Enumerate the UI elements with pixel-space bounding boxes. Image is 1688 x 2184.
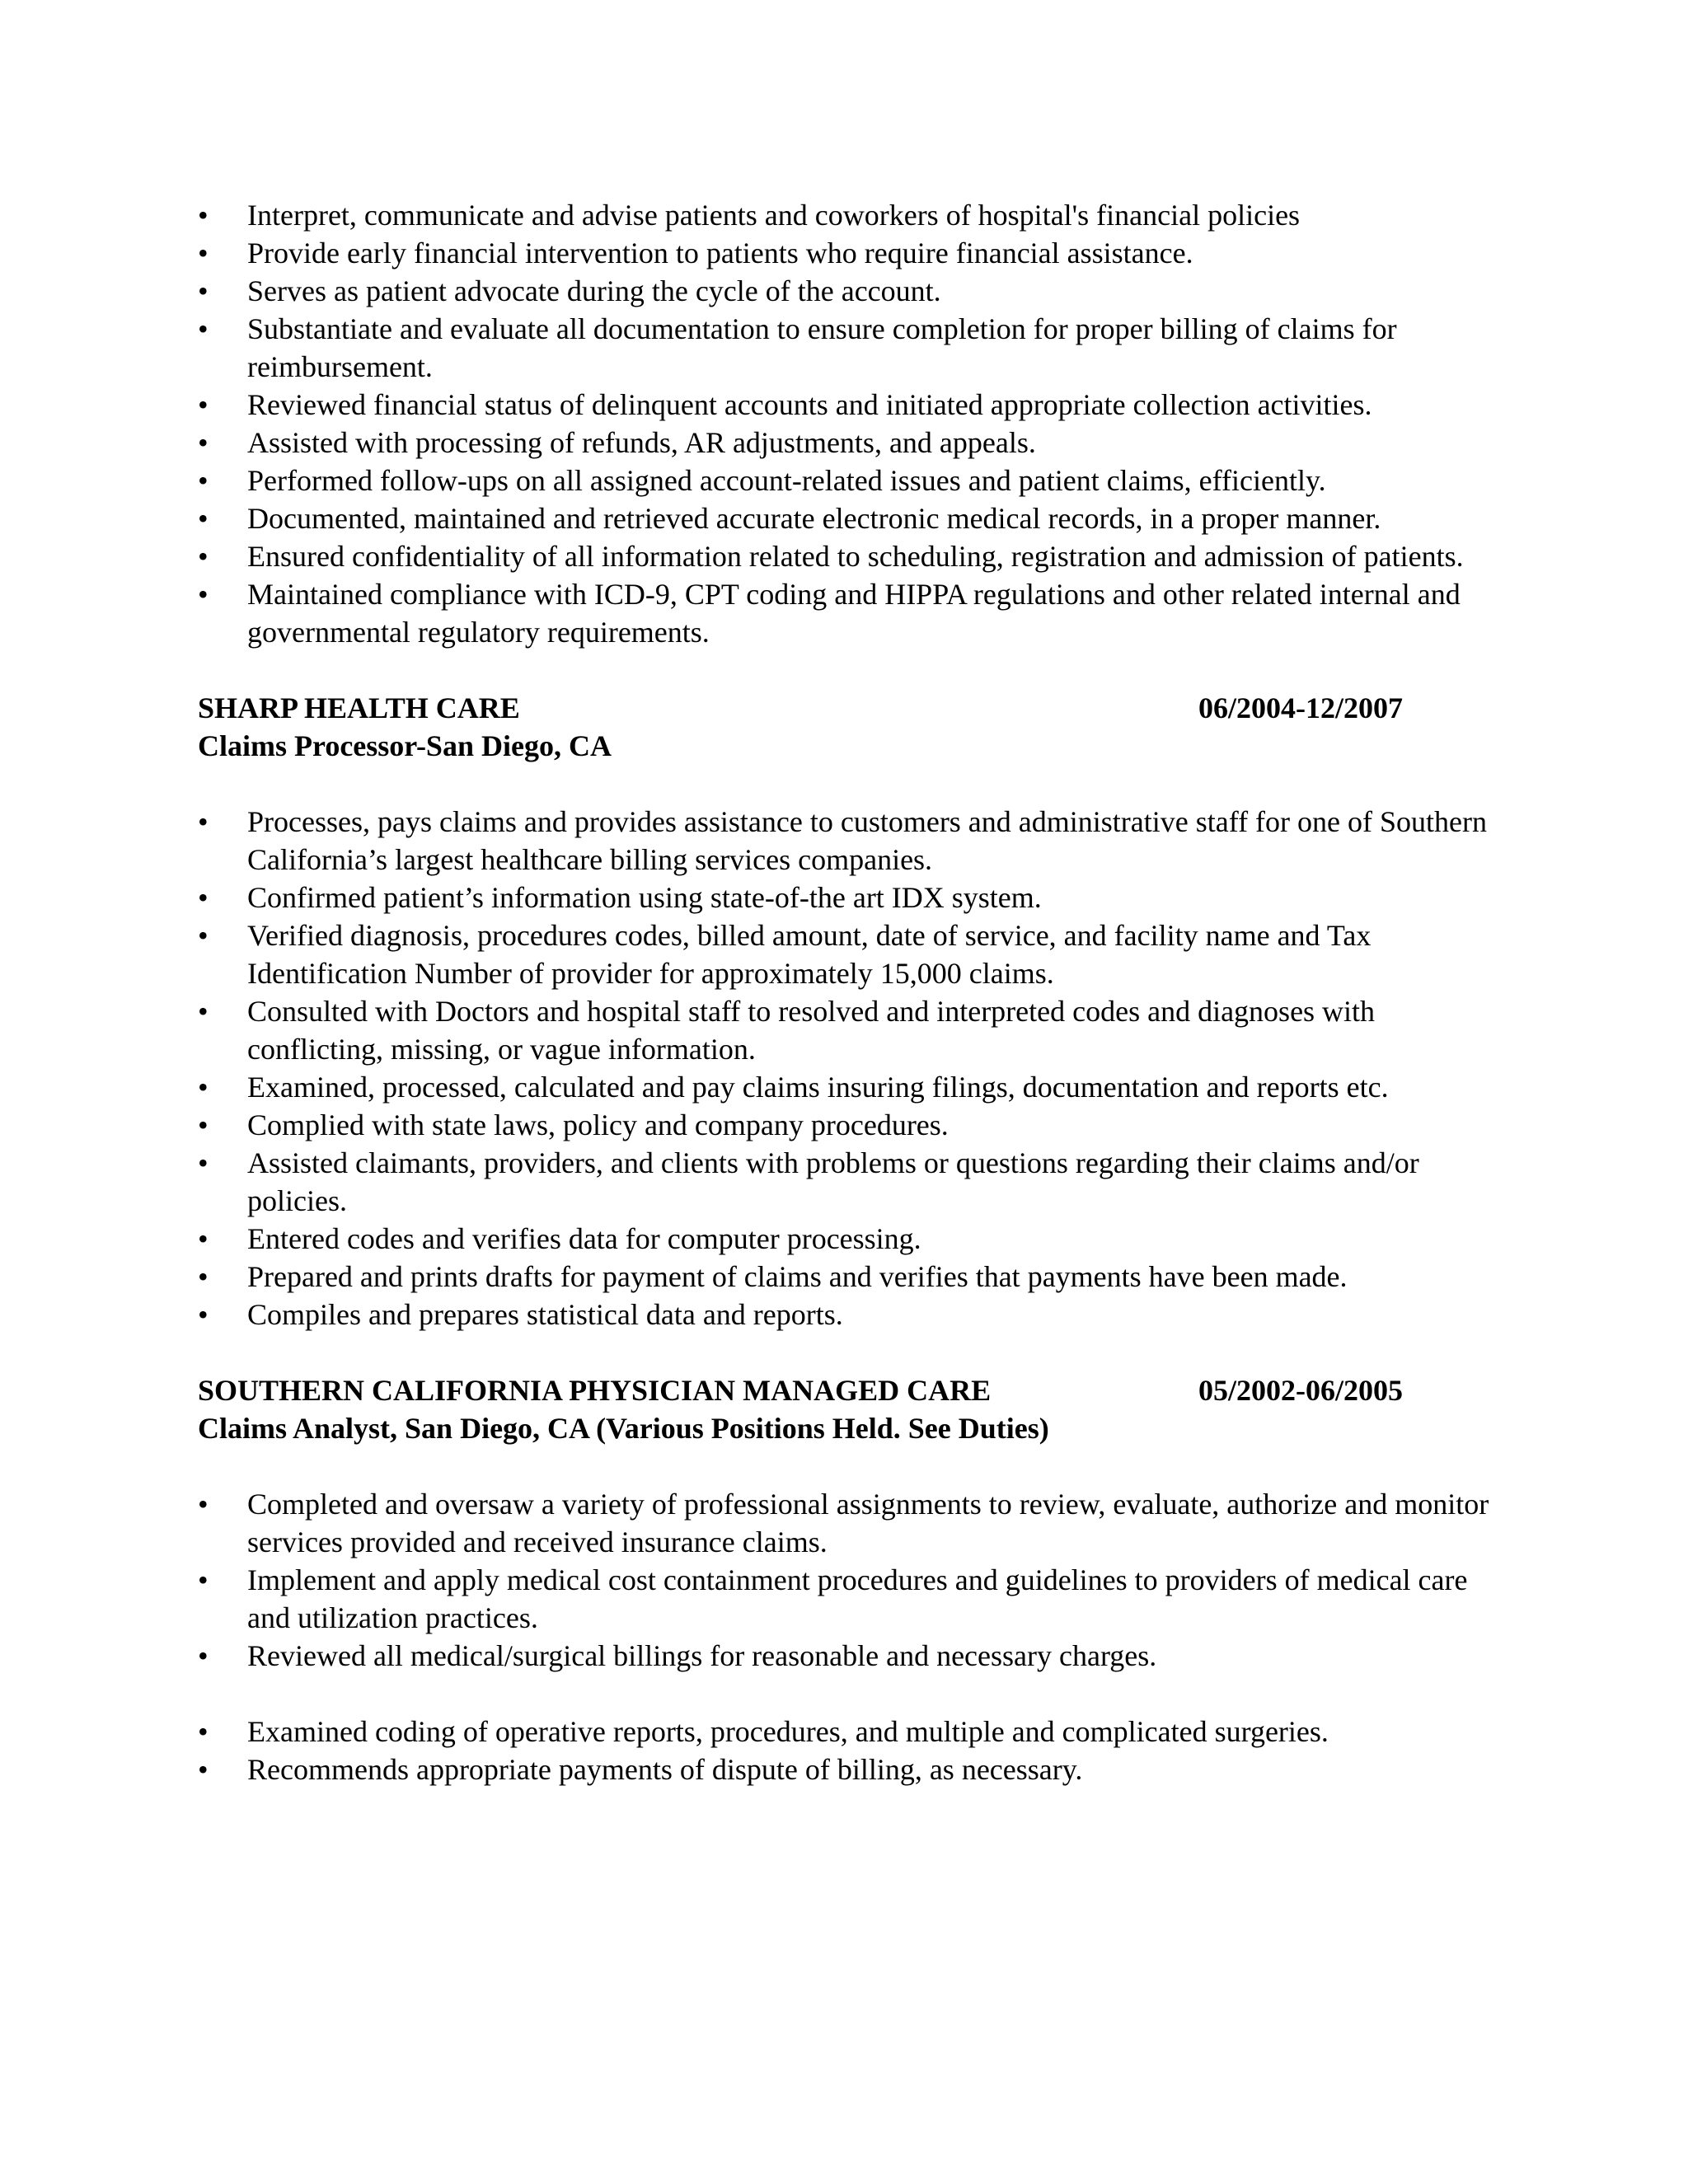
bullet-icon: • [198, 881, 209, 914]
bullet-icon: • [198, 919, 209, 952]
bullet-text: Processes, pays claims and provides assistance to customers and administrative staff for one of Southern California’s largest healthcare billing services companies. [247, 805, 1487, 876]
list-item [198, 803, 1500, 879]
list-item [198, 575, 1500, 651]
bullet-icon: • [198, 995, 209, 1028]
bullet-icon: • [198, 1563, 209, 1596]
list-item [198, 916, 1500, 992]
bullet-text: Examined, processed, calculated and pay claims insuring filings, documentation and reports etc. [247, 1071, 1389, 1104]
bullet-icon: • [198, 1715, 209, 1748]
list-item [198, 1068, 1500, 1106]
company-name: SOUTHERN CALIFORNIA PHYSICIAN MANAGED CARE [198, 1374, 992, 1407]
list-item [198, 386, 1500, 424]
bullet-icon: • [198, 1488, 209, 1521]
company-name: SHARP HEALTH CARE [198, 691, 520, 724]
bullet-text: Entered codes and verifies data for computer processing. [247, 1222, 921, 1255]
job-dates: 06/2004-12/2007 [1198, 691, 1403, 724]
bullet-icon: • [198, 805, 209, 838]
bullet-text: Recommends appropriate payments of dispute of billing, as necessary. [247, 1753, 1083, 1786]
list-item [198, 1296, 1500, 1333]
bullet-text: Reviewed financial status of delinquent accounts and initiated appropriate collection activities. [247, 388, 1372, 421]
list-item [198, 1258, 1500, 1296]
list-item [198, 1485, 1500, 1561]
bullet-icon: • [198, 1146, 209, 1179]
job-header [198, 1371, 1403, 1409]
list-item [198, 1637, 1500, 1675]
bullet-icon: • [198, 578, 209, 611]
bullet-text: Complied with state laws, policy and company procedures. [247, 1108, 949, 1141]
bullet-text: Verified diagnosis, procedures codes, billed amount, date of service, and facility name and Tax Identification Number of provider for approximately 15,000 claims. [247, 919, 1372, 990]
bullet-icon: • [198, 388, 209, 421]
list-item [198, 1561, 1500, 1637]
bullet-text: Serves as patient advocate during the cycle of the account. [247, 274, 941, 307]
list-item [198, 499, 1500, 537]
bullet-icon: • [198, 1222, 209, 1255]
list-item [198, 272, 1500, 310]
bullet-text: Maintained compliance with ICD-9, CPT coding and HIPPA regulations and other related internal and governmental regulatory requirements. [247, 578, 1461, 649]
bullet-icon: • [198, 1108, 209, 1141]
bullet-text: Implement and apply medical cost containment procedures and guidelines to providers of medical care and utilization practices. [247, 1563, 1468, 1634]
list-item [198, 1220, 1500, 1258]
list-item [198, 234, 1500, 272]
bullet-icon: • [198, 274, 209, 307]
bullet-icon: • [198, 540, 209, 573]
bullet-text: Performed follow-ups on all assigned account-related issues and patient claims, efficiently. [247, 464, 1326, 497]
list-item [198, 537, 1500, 575]
bullet-icon: • [198, 1298, 209, 1331]
bullet-text: Documented, maintained and retrieved accurate electronic medical records, in a proper manner. [247, 502, 1381, 535]
list-item [198, 462, 1500, 499]
bullet-text: Confirmed patient’s information using state-of-the art IDX system. [247, 881, 1042, 914]
list-item [198, 1144, 1500, 1220]
job-section-sharp [198, 689, 1500, 1333]
list-item [198, 196, 1500, 234]
list-item [198, 424, 1500, 462]
job-dates: 05/2002-06/2005 [1198, 1374, 1403, 1407]
job-section-scpmc [198, 1371, 1500, 1788]
bullet-icon: • [198, 502, 209, 535]
list-item [198, 1750, 1500, 1788]
duties-list [198, 1485, 1500, 1788]
bullet-icon: • [198, 426, 209, 459]
list-item [198, 992, 1500, 1068]
list-item [198, 310, 1500, 386]
bullet-icon: • [198, 1071, 209, 1104]
bullet-icon: • [198, 1753, 209, 1786]
bullet-icon: • [198, 464, 209, 497]
bullet-icon: • [198, 1260, 209, 1293]
bullet-text: Provide early financial intervention to patients who require financial assistance. [247, 237, 1193, 269]
bullet-icon: • [198, 1639, 209, 1672]
list-item [198, 879, 1500, 916]
bullet-text: Substantiate and evaluate all documentation to ensure completion for proper billing of claims for reimbursement. [247, 312, 1397, 383]
bullet-text: Consulted with Doctors and hospital staff to resolved and interpreted codes and diagnoses with conflicting, missing, or vague information. [247, 995, 1376, 1066]
intro-bullet-list [198, 196, 1500, 651]
bullet-text: Interpret, communicate and advise patients and coworkers of hospital's financial policies [247, 199, 1301, 232]
bullet-text: Reviewed all medical/surgical billings for reasonable and necessary charges. [247, 1639, 1157, 1672]
bullet-text: Compiles and prepares statistical data and reports. [247, 1298, 843, 1331]
resume-page [198, 196, 1500, 1788]
job-title: Claims Processor-San Diego, CA [198, 729, 612, 762]
job-title: Claims Analyst, San Diego, CA (Various Positions Held. See Duties) [198, 1412, 1049, 1445]
bullet-text: Ensured confidentiality of all information related to scheduling, registration and admission of patients. [247, 540, 1464, 573]
job-header [198, 689, 1403, 727]
bullet-text: Completed and oversaw a variety of professional assignments to review, evaluate, authorize and monitor services provided and received insurance claims. [247, 1488, 1489, 1558]
bullet-text: Prepared and prints drafts for payment of claims and verifies that payments have been made. [247, 1260, 1348, 1293]
bullet-icon: • [198, 199, 209, 232]
bullet-text: Assisted with processing of refunds, AR adjustments, and appeals. [247, 426, 1036, 459]
bullet-text: Assisted claimants, providers, and clients with problems or questions regarding their claims and/or policies. [247, 1146, 1419, 1217]
bullet-icon: • [198, 312, 209, 345]
list-item [198, 1106, 1500, 1144]
duties-list [198, 803, 1500, 1333]
bullet-text: Examined coding of operative reports, procedures, and multiple and complicated surgeries. [247, 1715, 1329, 1748]
bullet-icon: • [198, 237, 209, 269]
list-item [198, 1713, 1500, 1750]
